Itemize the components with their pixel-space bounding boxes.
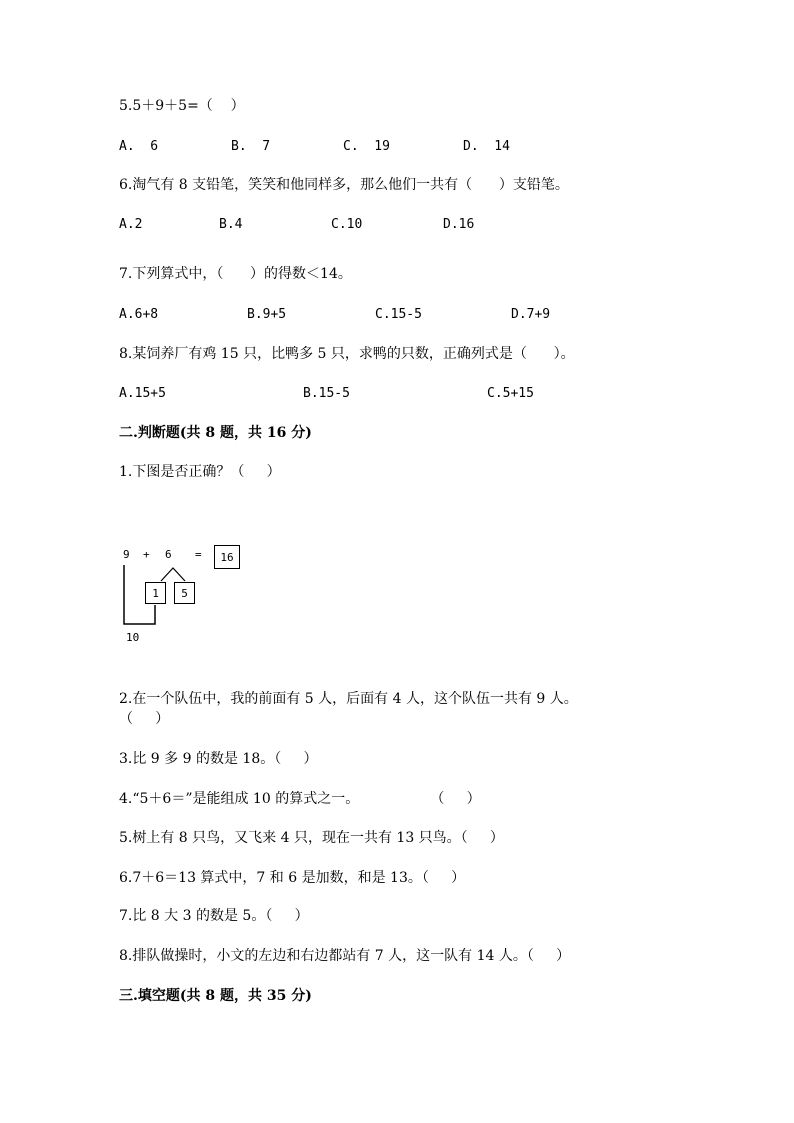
q6-option-c: C.10 (331, 217, 363, 232)
q7-option-b: B.9+5 (247, 307, 287, 322)
question-6-stem: 6.淘气有 8 支铅笔，笑笑和他同样多，那么他们一共有（ ）支铅笔。 (119, 177, 569, 193)
q5-option-d: D. 14 (463, 139, 510, 154)
q8-option-c: C.5+15 (487, 386, 534, 401)
q6-option-d: D.16 (443, 217, 475, 232)
tf-question-1: 1.下图是否正确？（ ） (119, 464, 281, 480)
question-7-stem: 7.下列算式中，（ ）的得数＜14。 (119, 266, 352, 282)
addend-a: 9 (123, 548, 130, 561)
split-box-2: 5 (174, 582, 195, 604)
tf-question-5: 5.树上有 8 只鸟，又飞来 4 只，现在一共有 13 只鸟。（ ） (119, 830, 504, 846)
q8-option-a: A.15+5 (119, 386, 166, 401)
plus-sign: + (143, 548, 150, 561)
q5-option-c: C. 19 (343, 139, 390, 154)
tf-question-2-line-1: 2.在一个队伍中，我的前面有 5 人，后面有 4 人，这个队伍一共有 9 人。 (119, 691, 578, 707)
q5-option-b: B. 7 (231, 139, 271, 154)
tf-question-6: 6.7＋6＝13 算式中，7 和 6 是加数，和是 13。（ ） (119, 870, 466, 886)
ten-label: 10 (126, 631, 140, 644)
addend-b: 6 (165, 548, 172, 561)
result-box: 16 (214, 545, 240, 569)
section-3-heading: 三.填空题(共 8 题，共 35 分) (119, 988, 312, 1004)
tf-question-7: 7.比 8 大 3 的数是 5。（ ） (119, 908, 309, 924)
q8-option-b: B.15-5 (303, 386, 350, 401)
split-box-1: 1 (145, 582, 166, 604)
make-ten-diagram (110, 535, 260, 655)
section-2-heading: 二.判断题(共 8 题，共 16 分) (119, 425, 312, 441)
question-8-stem: 8.某饲养厂有鸡 15 只，比鸭多 5 只，求鸭的只数，正确列式是（ ）。 (119, 346, 575, 362)
tf-question-2-line-2: （ ） (119, 711, 170, 727)
split-lines (161, 568, 185, 581)
q7-option-c: C.15-5 (375, 307, 422, 322)
tf-question-4: 4.“5＋6＝”是能组成 10 的算式之一。 （ ） (119, 791, 481, 807)
q5-option-a: A. 6 (119, 139, 159, 154)
q7-option-a: A.6+8 (119, 307, 159, 322)
question-5-stem: 5.5＋9＋5=（ ） (119, 98, 245, 114)
q6-option-a: A.2 (119, 217, 143, 232)
equals-sign: = (195, 548, 202, 561)
tf-question-8: 8.排队做操时，小文的左边和右边都站有 7 人，这一队有 14 人。（ ） (119, 948, 571, 964)
q6-option-b: B.4 (219, 217, 243, 232)
q7-option-d: D.7+9 (511, 307, 551, 322)
tf-question-3: 3.比 9 多 9 的数是 18。（ ） (119, 751, 318, 767)
